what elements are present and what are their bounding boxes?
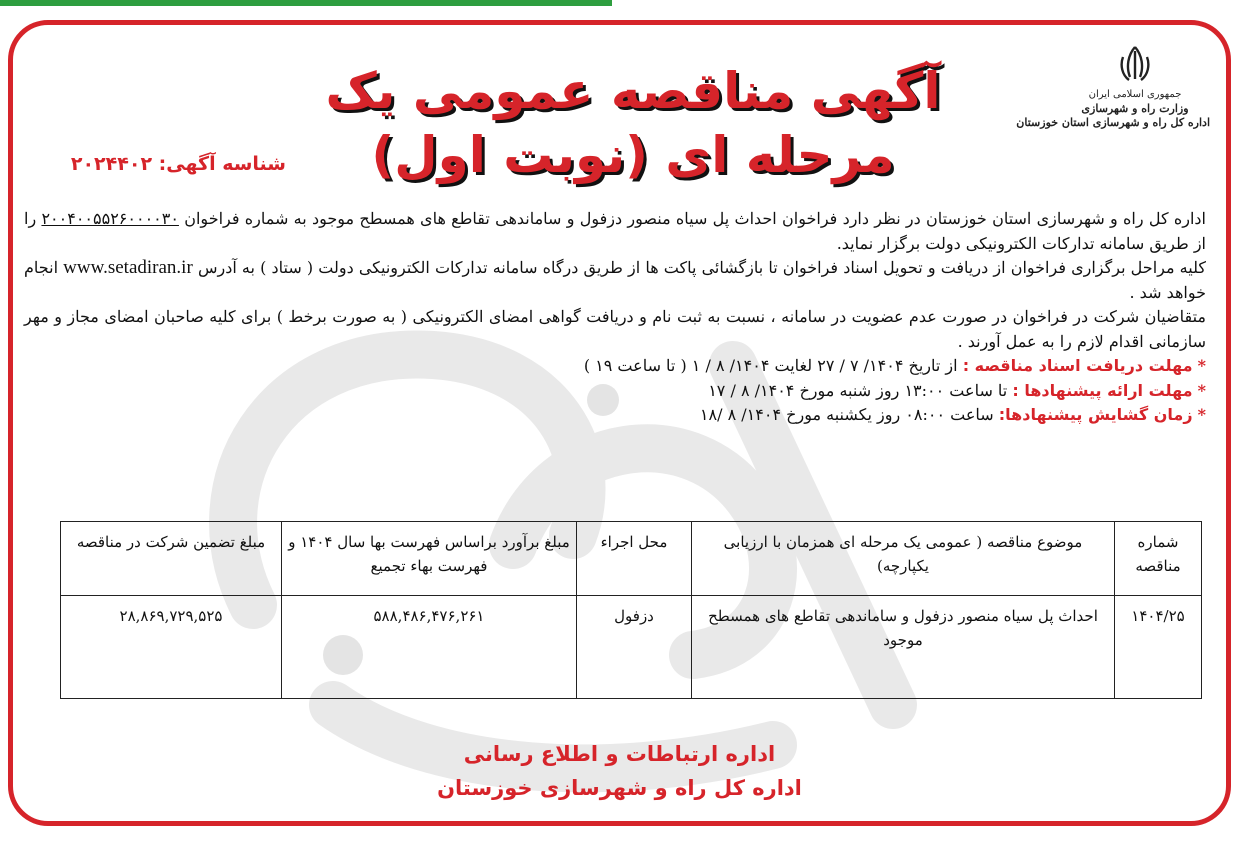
setadiran-link[interactable]: www.setadiran.ir — [63, 257, 193, 278]
paragraph-2-text-b: انجام خواهد شد . — [24, 258, 1206, 302]
deadline-submission-value: تا ساعت ۱۳:۰۰ روز شنبه مورخ ۱۴۰۴/ ۸ / ۱۷ — [708, 380, 1008, 400]
top-green-strip — [0, 0, 612, 6]
cell-guarantee: ۲۸,۸۶۹,۷۲۹,۵۲۵ — [61, 596, 282, 699]
table-row — [61, 596, 1202, 699]
deadline-opening-value: ساعت ۰۸:۰۰ روز یکشنبه مورخ ۱۴۰۴/ ۸ /۱۸ — [699, 405, 994, 424]
notice-body — [24, 207, 1206, 428]
star-icon: * — [1197, 380, 1206, 400]
col-header-subject: موضوع مناقصه ( عمومی یک مرحله ای همزمان با ارزیابی یکپارچه) — [692, 522, 1115, 596]
paragraph-1-text-a: اداره کل راه و شهرسازی استان خوزستان در نظر دارد فراخوان احداث پل سیاه منصور دزفول و ساماندهی تقاطع های همسطح موجود به شماره فراخوان — [184, 209, 1207, 228]
footer-line-1: اداره ارتباطات و اطلاع رسانی — [463, 742, 776, 766]
cell-estimate: ۵۸۸,۴۸۶,۴۷۶,۲۶۱ — [282, 596, 577, 699]
star-icon: * — [1197, 356, 1206, 375]
cell-subject: احداث پل سیاه منصور دزفول و ساماندهی تقاطع های همسطح موجود — [692, 596, 1115, 699]
cell-location: دزفول — [577, 596, 692, 699]
tender-table — [60, 521, 1202, 699]
paragraph-1-text-b: را از طریق سامانه تدارکات الکترونیکی دولت برگزار نماید. — [24, 209, 1206, 253]
col-header-location: محل اجراء — [577, 522, 692, 596]
paragraph-2 — [24, 256, 1206, 305]
footer-line-2: اداره کل راه و شهرسازی خوزستان — [437, 776, 802, 800]
paragraph-1 — [24, 207, 1206, 256]
deadline-documents-label: مهلت دریافت اسناد مناقصه : — [962, 356, 1193, 375]
star-icon: * — [1197, 405, 1206, 424]
col-header-estimate: مبلغ برآورد براساس فهرست بها سال ۱۴۰۴ و فهرست بهاء تجمیع — [282, 522, 577, 596]
ad-id-label: شناسه آگهی: — [158, 153, 286, 175]
deadline-opening — [24, 403, 1206, 428]
org-line-3: اداره کل راه و شهرسازی استان خوزستان — [1016, 116, 1210, 129]
col-header-guarantee: مبلغ تضمین شرکت در مناقصه — [61, 522, 282, 596]
iran-emblem-icon — [1118, 45, 1152, 83]
deadline-opening-label: زمان گشایش پیشنهادها: — [998, 405, 1193, 424]
table-header-row — [61, 522, 1202, 596]
notice-frame — [8, 20, 1231, 826]
ad-id — [71, 153, 286, 175]
deadline-documents-value: از تاریخ ۱۴۰۴/ ۷ / ۲۷ لغایت ۱۴۰۴/ ۸ / ۱ ( تا ساعت ۱۹ ) — [583, 356, 958, 375]
paragraph-3: متقاضیان شرکت در فراخوان در صورت عدم عضویت در سامانه ، نسبت به ثبت نام و دریافت گواهی امضای الکترونیکی ( به صورت برخط ) برای کلیه صاحبان امضای مجاز و مهر سازمانی اقدام لازم را به عمل آورند . — [24, 307, 1206, 351]
org-line-2: وزارت راه و شهرسازی — [1081, 102, 1189, 115]
deadline-submission-label: مهلت ارائه پیشنهادها : — [1012, 380, 1193, 400]
ad-id-value: ۲۰۲۴۴۰۲ — [70, 153, 153, 175]
org-line-1: جمهوری اسلامی ایران — [1088, 89, 1182, 100]
ministry-emblem — [1016, 45, 1210, 130]
tender-call-number: ۲۰۰۴۰۰۵۵۲۶۰۰۰۰۳۰ — [41, 209, 179, 228]
cell-number: ۱۴۰۴/۲۵ — [1115, 596, 1202, 699]
deadline-documents — [24, 354, 1206, 379]
col-header-number: شماره مناقصه — [1115, 522, 1202, 596]
page-title: آگهی مناقصه عمومی یک مرحله ای (نوبت اول) — [325, 62, 941, 184]
deadline-submission — [24, 379, 1206, 404]
paragraph-2-text-a: کلیه مراحل برگزاری فراخوان از دریافت و تحویل اسناد فراخوان تا بازگشائی پاکت ها از طریق درگاه سامانه تدارکات الکترونیکی دولت ( ستاد ) به آدرس — [197, 258, 1207, 277]
footer-signature — [13, 737, 1226, 805]
